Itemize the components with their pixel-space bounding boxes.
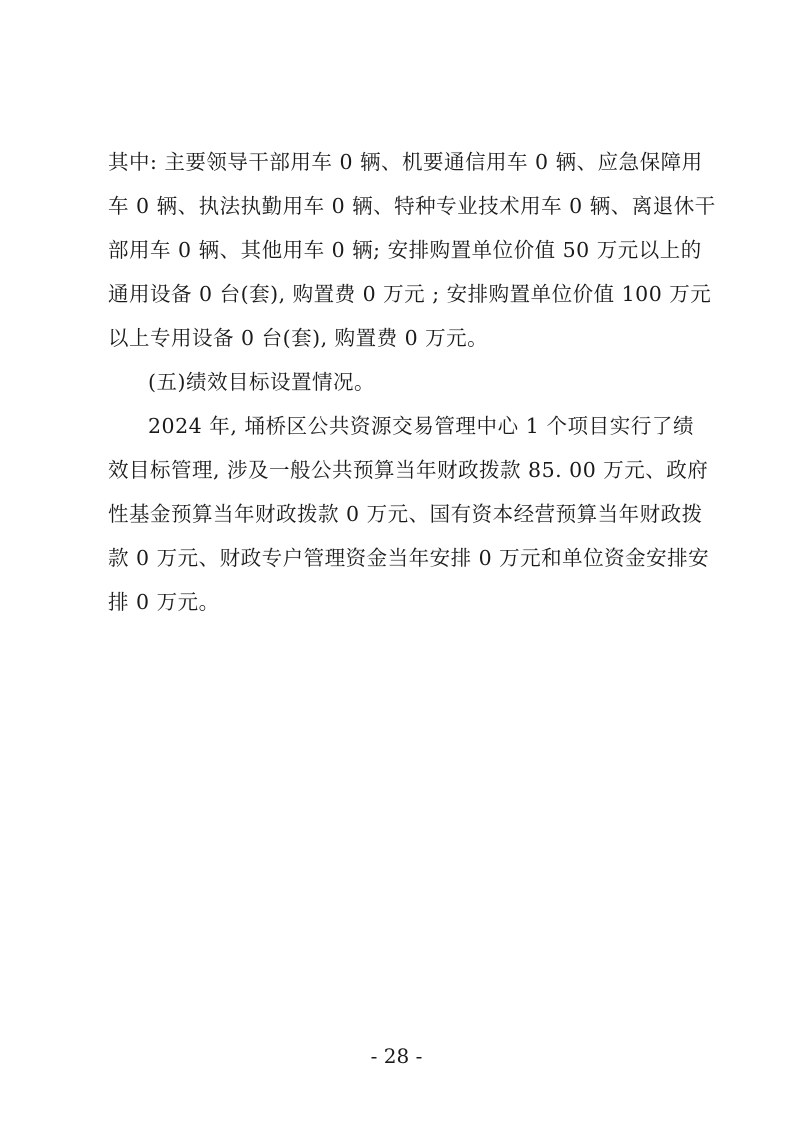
- page-number: - 28 -: [370, 1044, 423, 1068]
- body-text-line: 效目标管理, 涉及一般公共预算当年财政拨款 85. 00 万元、政府: [108, 458, 709, 482]
- body-text-line: 性基金预算当年财政拨款 0 万元、国有资本经营预算当年财政拨: [108, 502, 703, 526]
- body-text-line: 车 0 辆、执法执勤用车 0 辆、特种专业技术用车 0 辆、离退休干: [108, 194, 716, 218]
- section-heading: (五)绩效目标设置情况。: [148, 370, 375, 394]
- body-text-line: 其中: 主要领导干部用车 0 辆、机要通信用车 0 辆、应急保障用: [108, 150, 703, 174]
- body-text-line: 款 0 万元、财政专户管理资金当年安排 0 万元和单位资金安排安: [108, 546, 710, 570]
- body-text-line: 2024 年, 埇桥区公共资源交易管理中心 1 个项目实行了绩: [148, 414, 694, 438]
- body-text-line: 通用设备 0 台(套), 购置费 0 万元 ; 安排购置单位价值 100 万元: [108, 282, 712, 306]
- body-text-line: 以上专用设备 0 台(套), 购置费 0 万元。: [108, 326, 489, 350]
- body-text-line: 排 0 万元。: [108, 590, 220, 614]
- body-text-line: 部用车 0 辆、其他用车 0 辆; 安排购置单位价值 50 万元以上的: [108, 238, 702, 262]
